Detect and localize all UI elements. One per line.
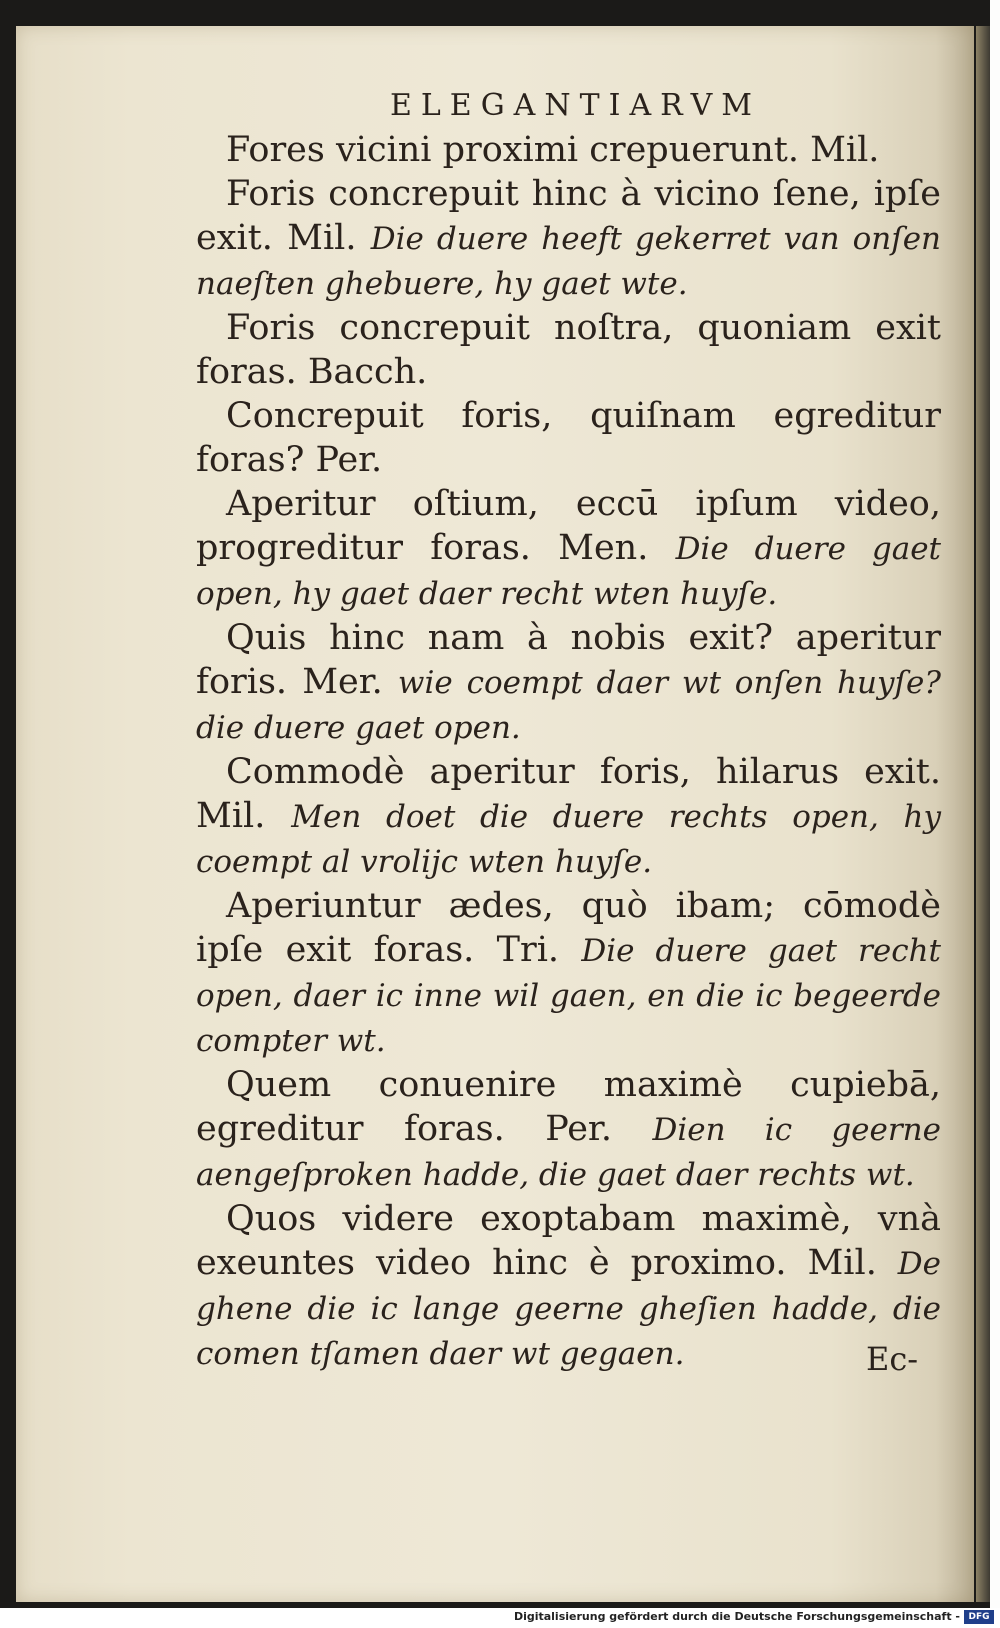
- paragraph-3: [196, 306, 941, 394]
- dfg-logo: DFG: [964, 1610, 994, 1624]
- paragraph-8: [196, 884, 941, 1063]
- paragraph-7: [196, 750, 941, 884]
- dutch-translation: Dien ic geerne aengeſproken hadde, die gaet daer rechts wt.: [196, 1112, 941, 1193]
- paragraph-4: [196, 394, 941, 482]
- running-header: ELEGANTIARVM: [389, 88, 762, 123]
- dutch-translation: Die duere gaet recht open, daer ic inne wil gaen, en die ic begeerde compter wt.: [196, 933, 941, 1059]
- paragraph-10: [196, 1197, 941, 1376]
- latin-text: Aperitur oſtium, eccū ipſum video, progreditur foras. Men.: [196, 484, 941, 568]
- dutch-translation: Die duere heeft gekerret van onſen naeſten ghebuere, hy gaet wte.: [196, 221, 942, 302]
- paragraph-1: [196, 128, 941, 172]
- latin-text: Foris concrepuit noſtra, quoniam exit foras. Bacch.: [196, 308, 941, 392]
- latin-text: Concrepuit foris, quiſnam egreditur foras? Per.: [196, 396, 941, 480]
- latin-text: Quis hinc nam à nobis exit? aperitur foris. Mer.: [196, 618, 941, 702]
- latin-text: Quos videre exoptabam maximè, vnà exeuntes video hinc è proximo. Mil.: [196, 1199, 941, 1283]
- latin-text: Aperiuntur ædes, quò ibam; cōmodè ipſe exit foras. Tri.: [196, 886, 941, 970]
- dutch-translation: De ghene die ic lange geerne gheſien hadde, die comen tſamen daer wt gegaen.: [196, 1246, 941, 1372]
- page-edge: [976, 26, 990, 1602]
- latin-text: Foris concrepuit hinc à vicino ſene, ipſe exit. Mil.: [196, 174, 941, 258]
- page-text: [196, 86, 941, 1376]
- paragraph-5: [196, 482, 941, 616]
- dutch-translation: Die duere gaet open, hy gaet daer recht wten huyſe.: [196, 531, 941, 612]
- latin-text: Fores vicini proximi crepuerunt. Mil.: [226, 130, 880, 170]
- dutch-translation: wie coempt daer wt onſen huyſe? die duere gaet open.: [196, 665, 941, 746]
- paragraph-9: [196, 1063, 941, 1197]
- latin-text: Commodè aperitur foris, hilarus exit. Mil.: [196, 752, 941, 836]
- paragraph-2: [196, 172, 941, 306]
- latin-text: Quem conuenire maximè cupiebā, egreditur foras. Per.: [196, 1065, 941, 1149]
- digitization-credit: Digitalisierung gefördert durch die Deutsche Forschungsgemeinschaft -: [513, 1610, 960, 1623]
- paragraph-6: [196, 616, 941, 750]
- catchword: Ec-: [866, 1340, 919, 1378]
- dutch-translation: Men doet die duere rechts open, hy coempt al vrolijc wten huyſe.: [196, 799, 941, 880]
